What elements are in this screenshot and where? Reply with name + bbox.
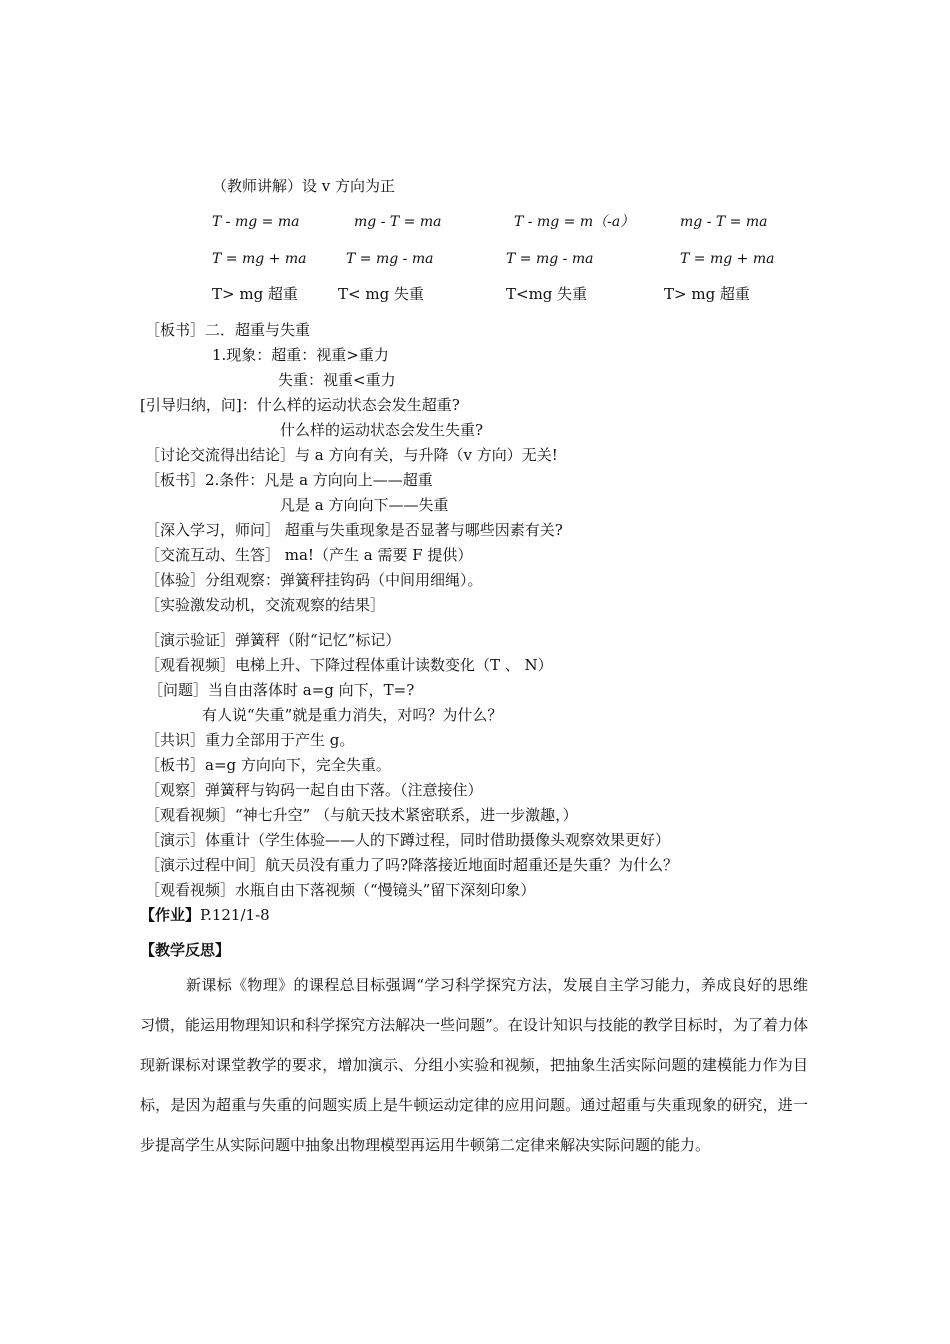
phenomenon-weightless: 失重：视重<重力 (278, 371, 396, 389)
guide-question-2: 什么样的运动状态会发生失重? (280, 421, 484, 439)
conclusion-3a: T> mg 超重 (212, 285, 298, 303)
equation-2d: T = mg + ma (680, 251, 775, 267)
experiment-motivation: ［实验激发动机，交流观察的结果］ (145, 596, 386, 614)
question-free-fall: ［问题］当自由落体时 a=g 向下，T=? (148, 681, 415, 699)
equation-1a: T - mg = ma (212, 214, 300, 230)
equation-1b: mg - T = ma (354, 214, 442, 230)
watch-video-shenqi: ［观看视频］“神七升空” （与航天技术紧密联系，进一步激趣，） (145, 806, 578, 824)
conclusion-3c: T<mg 失重 (506, 285, 588, 303)
guide-question-1: [引导归纳，问]：什么样的运动状态会发生超重? (140, 396, 460, 414)
watch-video-elevator: ［观看视频］电梯上升、下降过程体重计读数变化（T 、 N） (145, 656, 553, 674)
equation-1c: T - mg = m（-a） (514, 214, 635, 230)
homework-value: P.121/1-8 (200, 906, 270, 924)
equation-1d: mg - T = ma (680, 214, 768, 230)
discussion-conclusion: ［讨论交流得出结论］与 a 方向有关，与升降（v 方向）无关! (145, 446, 558, 464)
equation-2a: T = mg + ma (212, 251, 307, 267)
deep-learning-question: ［深入学习，师问］ 超重与失重现象是否显著与哪些因素有关? (145, 521, 563, 539)
demo-mid-question: ［演示过程中间］航天员没有重力了吗?降落接近地面时超重还是失重？为什么？ (145, 856, 679, 874)
student-answer: ［交流互动、生答］ ma!（产生 a 需要 F 提供） (145, 546, 473, 564)
conclusion-3d: T> mg 超重 (664, 285, 750, 303)
demo-verify: ［演示验证］弹簧秤（附“记忆”标记） (145, 631, 401, 649)
experience-line: ［体验］分组观察：弹簧秤挂钩码（中间用细绳）。 (145, 571, 483, 589)
condition-down: 凡是 a 方向向下——失重 (280, 496, 449, 514)
equation-2c: T = mg - ma (506, 251, 594, 267)
conclusion-3b: T< mg 失重 (338, 285, 424, 303)
phenomenon-overweight: 1.现象：超重：视重>重力 (212, 346, 389, 364)
board-heading: ［板书］二．超重与失重 (145, 321, 311, 339)
condition-up: ［板书］2.条件：凡是 a 方向向上——超重 (145, 471, 433, 489)
teacher-explain-line: （教师讲解）设 v 方向为正 (212, 177, 396, 195)
consensus-line: ［共识］重力全部用于产生 g。 (145, 731, 355, 749)
reflection-paragraph: 新课标《物理》的课程总目标强调“学习科学探究方法，发展自主学习能力，养成良好的思维习惯，能运用物理知识和科学探究方法解决一些问题”。在设计知识与技能的教学目标时，为了着力体现新课标对课堂教学的要求，增加演示、分组小实验和视频，把抽象生活实际问题的建模能力作为目标，是因为超重与失重的问题实质上是牛顿运动定律的应用问题。通过超重与失重现象的研究，进一步提高学生从实际问题中抽象出物理模型再运用牛顿第二定律来解决实际问题的能力。 (140, 976, 808, 1154)
reflection-title: 【教学反思】 (140, 941, 231, 959)
observe-line: ［观察］弹簧秤与钩码一起自由下落。（注意接住） (145, 781, 483, 799)
homework-line (140, 905, 270, 925)
question-weightless: 有人说“失重”就是重力消失，对吗？为什么？ (202, 706, 503, 724)
demo-scale: ［演示］体重计（学生体验——人的下蹲过程，同时借助摄像头观察效果更好） (145, 831, 671, 849)
board-complete-weightless: ［板书］a=g 方向向下，完全失重。 (145, 756, 391, 774)
watch-video-bottle: ［观看视频］水瓶自由下落视频（“慢镜头”留下深刻印象） (145, 881, 536, 899)
homework-label: 【作业】 (140, 906, 201, 924)
equation-2b: T = mg - ma (346, 251, 434, 267)
